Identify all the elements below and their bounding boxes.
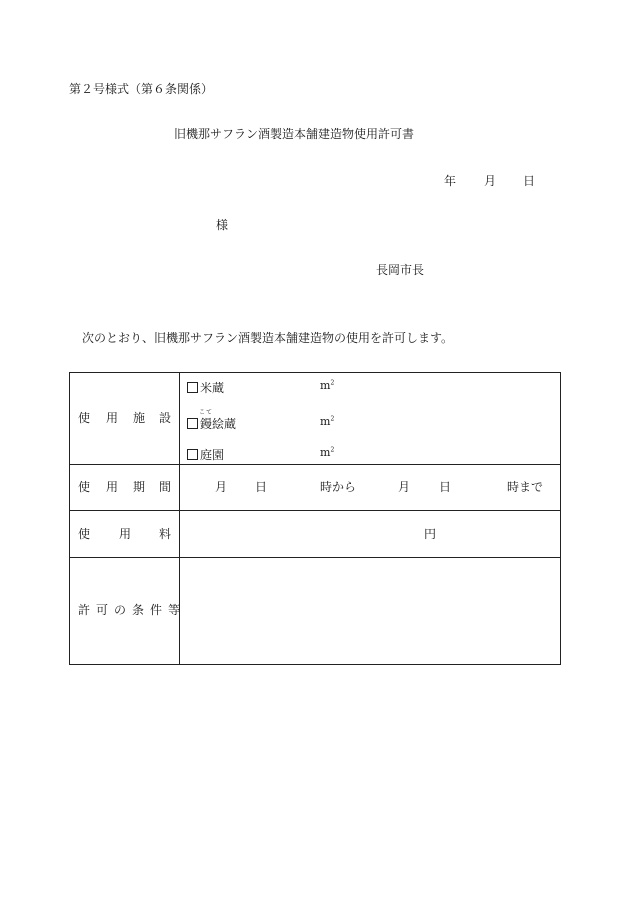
period-start-day: 日 [255, 480, 268, 494]
facility-label-char: 設 [159, 411, 172, 425]
table-row-divider [69, 510, 561, 511]
facility-option-garden[interactable] [187, 446, 224, 463]
checkbox[interactable] [187, 449, 198, 460]
area-unit: $m^2$ [320, 446, 335, 459]
area-unit: $m^2$ [320, 379, 335, 392]
document-title: 旧機那サフラン酒製造本舗建造物使用許可書 [174, 127, 415, 141]
facility-option-komegura[interactable] [187, 379, 224, 396]
period-end-day: 日 [439, 480, 452, 494]
facility-name: 庭園 [200, 448, 225, 462]
checkbox[interactable] [187, 382, 198, 393]
conditions-label-char: 許 [78, 603, 91, 617]
conditions-label-char: 可 [96, 603, 109, 617]
form-number: 第２号様式（第６条関係） [69, 82, 214, 96]
fee-unit: 円 [424, 527, 437, 541]
period-label-char: 期 [133, 480, 146, 494]
conditions-label-char: 条 [132, 603, 145, 617]
facility-label-char: 用 [106, 411, 119, 425]
period-end-month: 月 [398, 480, 411, 494]
table-border-right [560, 372, 561, 665]
permit-table [69, 372, 561, 665]
facility-name: 鏝絵蔵 [200, 417, 237, 431]
fee-label-char: 用 [119, 527, 132, 541]
period-end-hour: 時まで [507, 480, 544, 494]
date-month-label: 月 [484, 174, 497, 188]
facility-ruby: こて [199, 409, 214, 416]
table-border-left [69, 372, 70, 665]
addressee-honorific: 様 [216, 218, 229, 232]
facility-name: 米蔵 [200, 381, 225, 395]
table-row-divider [69, 464, 561, 465]
period-start-month: 月 [215, 480, 228, 494]
table-border-top [69, 372, 561, 373]
conditions-field[interactable] [180, 558, 560, 664]
area-unit: $m^2$ [320, 415, 335, 428]
facility-label-char: 使 [78, 411, 91, 425]
period-label-char: 用 [106, 480, 119, 494]
date-day-label: 日 [523, 174, 536, 188]
checkbox[interactable] [187, 418, 198, 429]
date-year-label: 年 [444, 174, 457, 188]
issuer-name: 長岡市長 [376, 263, 425, 277]
permission-statement: 次のとおり、旧機那サフラン酒製造本舗建造物の使用を許可します。 [82, 331, 454, 345]
fee-label-char: 料 [159, 527, 172, 541]
conditions-label-char: 等 [168, 603, 181, 617]
period-label-char: 使 [78, 480, 91, 494]
facility-option-kotegura[interactable] [187, 415, 236, 432]
facility-label-char: 施 [133, 411, 146, 425]
period-label-char: 間 [159, 480, 172, 494]
period-start-hour: 時から [320, 480, 357, 494]
fee-label-char: 使 [78, 527, 91, 541]
conditions-label-char: 件 [150, 603, 163, 617]
conditions-label-char: の [114, 603, 127, 617]
table-border-bottom [69, 664, 561, 665]
